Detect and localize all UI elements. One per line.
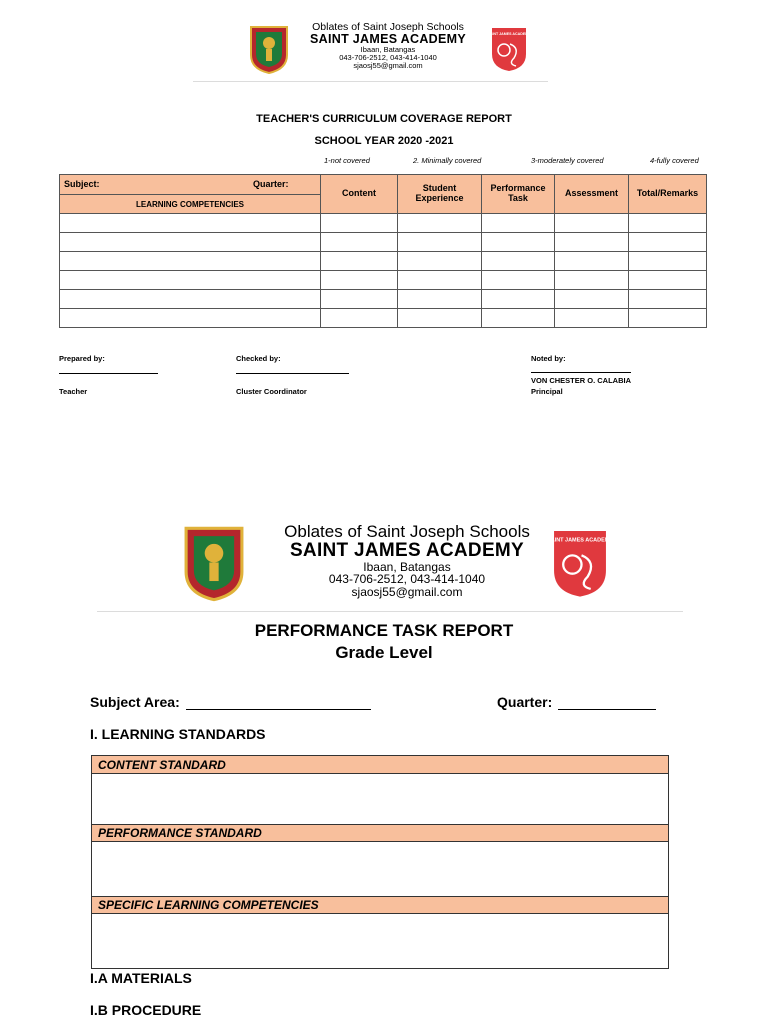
score-cell[interactable]	[398, 309, 482, 328]
letterhead-text	[257, 523, 557, 599]
school-location: Ibaan, Batangas	[360, 45, 416, 55]
school-phones: 043-706-2512, 043-414-1040	[339, 53, 437, 63]
prepared-by-label: Prepared by:	[59, 354, 105, 363]
performance-standard-box	[91, 824, 669, 898]
grade-level-label: Grade Level	[335, 643, 433, 662]
badge-text: SAINT JAMES ACADEMY	[487, 32, 531, 36]
school-name: SAINT JAMES ACADEMY	[289, 539, 525, 561]
quarter-label: Quarter:	[253, 179, 289, 189]
remarks-cell[interactable]	[629, 290, 707, 309]
table-row	[60, 252, 707, 271]
col-assessment: Assessment	[555, 175, 629, 214]
school-year: SCHOOL YEAR 2020 -2021	[314, 135, 454, 147]
score-cell[interactable]	[321, 290, 398, 309]
academy-badge-icon	[547, 527, 613, 599]
principal-label: Principal	[531, 387, 563, 396]
score-cell[interactable]	[482, 271, 555, 290]
school-email: sjaosj55@gmail.com	[351, 584, 463, 599]
school-email: sjaosj55@gmail.com	[353, 60, 423, 70]
teacher-label: Teacher	[59, 387, 88, 396]
org-name: Oblates of Saint Joseph Schools	[312, 21, 464, 33]
coverage-table	[59, 174, 707, 328]
performance-standard-label: PERFORMANCE STANDARD	[92, 825, 668, 842]
col-total-remarks: Total/Remarks	[629, 175, 707, 214]
noted-by-label: Noted by:	[531, 354, 566, 363]
subject-quarter-cell	[60, 175, 321, 195]
remarks-cell[interactable]	[629, 233, 707, 252]
procedure-heading: I.B PROCEDURE	[90, 1002, 202, 1018]
subject-label: Subject:	[64, 179, 100, 189]
score-cell[interactable]	[321, 233, 398, 252]
content-standard-label: CONTENT STANDARD	[92, 756, 668, 774]
materials-heading: I.A MATERIALS	[90, 970, 192, 986]
content-standard-field[interactable]	[92, 774, 668, 824]
competency-cell[interactable]	[60, 290, 321, 309]
quarter-label: Quarter:	[497, 694, 553, 710]
score-cell[interactable]	[482, 233, 555, 252]
competency-cell[interactable]	[60, 233, 321, 252]
school-name: SAINT JAMES ACADEMY	[310, 32, 466, 47]
score-cell[interactable]	[555, 214, 629, 233]
content-standard-box	[91, 755, 669, 825]
letterhead-text	[293, 22, 483, 70]
school-phones: 043-706-2512, 043-414-1040	[328, 572, 486, 587]
specific-competencies-field[interactable]	[92, 914, 668, 968]
remarks-cell[interactable]	[629, 309, 707, 328]
prepared-by-line[interactable]	[59, 373, 158, 374]
legend-2: 2. Minimally covered	[413, 156, 482, 165]
competency-cell[interactable]	[60, 309, 321, 328]
noted-by-line[interactable]	[531, 372, 631, 373]
legend-4: 4-fully covered	[650, 156, 699, 165]
school-location: Ibaan, Batangas	[363, 559, 451, 574]
table-row	[60, 233, 707, 252]
table-row	[60, 309, 707, 328]
table-row	[60, 214, 707, 233]
competency-cell[interactable]	[60, 214, 321, 233]
subject-area-input[interactable]	[186, 709, 371, 710]
col-content: Content	[321, 175, 398, 214]
legend-1: 1-not covered	[324, 156, 370, 165]
performance-report-title: PERFORMANCE TASK REPORT	[254, 621, 514, 640]
score-cell[interactable]	[321, 252, 398, 271]
remarks-cell[interactable]	[629, 252, 707, 271]
performance-standard-field[interactable]	[92, 842, 668, 897]
score-cell[interactable]	[482, 290, 555, 309]
school-seal-icon	[183, 524, 245, 604]
score-cell[interactable]	[555, 309, 629, 328]
score-cell[interactable]	[555, 233, 629, 252]
academy-badge-icon	[487, 26, 531, 72]
table-row	[60, 271, 707, 290]
col-performance-task: Performance Task	[482, 175, 555, 214]
score-cell[interactable]	[398, 214, 482, 233]
checked-by-label: Checked by:	[236, 354, 281, 363]
subject-area-label: Subject Area:	[90, 694, 180, 710]
principal-name: VON CHESTER O. CALABIA	[531, 376, 632, 385]
remarks-cell[interactable]	[629, 271, 707, 290]
letterhead-top	[193, 14, 548, 82]
score-cell[interactable]	[398, 290, 482, 309]
checked-by-line[interactable]	[236, 373, 349, 374]
coverage-report-title: TEACHER'S CURRICULUM COVERAGE REPORT	[256, 113, 512, 125]
competency-cell[interactable]	[60, 252, 321, 271]
score-cell[interactable]	[321, 214, 398, 233]
score-cell[interactable]	[398, 233, 482, 252]
remarks-cell[interactable]	[629, 214, 707, 233]
table-header-row	[60, 175, 707, 195]
school-seal-icon	[249, 25, 289, 75]
score-cell[interactable]	[482, 214, 555, 233]
score-cell[interactable]	[321, 309, 398, 328]
specific-competencies-label: SPECIFIC LEARNING COMPETENCIES	[92, 897, 668, 914]
score-cell[interactable]	[555, 271, 629, 290]
score-cell[interactable]	[555, 290, 629, 309]
learning-competencies-label: LEARNING COMPETENCIES	[60, 195, 321, 214]
specific-competencies-box	[91, 896, 669, 969]
letterhead-bottom	[97, 511, 683, 612]
score-cell[interactable]	[398, 252, 482, 271]
badge-text: SAINT JAMES ACADEMY	[547, 537, 613, 544]
legend-3: 3-moderately covered	[531, 156, 604, 165]
score-cell[interactable]	[398, 271, 482, 290]
table-row	[60, 290, 707, 309]
quarter-input[interactable]	[558, 709, 656, 710]
score-cell[interactable]	[482, 252, 555, 271]
score-cell[interactable]	[555, 252, 629, 271]
competency-cell[interactable]	[60, 271, 321, 290]
learning-standards-heading: I. LEARNING STANDARDS	[90, 726, 266, 742]
col-student-experience: Student Experience	[398, 175, 482, 214]
score-cell[interactable]	[321, 271, 398, 290]
score-cell[interactable]	[482, 309, 555, 328]
org-name: Oblates of Saint Joseph Schools	[284, 522, 530, 541]
cluster-coordinator-label: Cluster Coordinator	[236, 387, 307, 396]
